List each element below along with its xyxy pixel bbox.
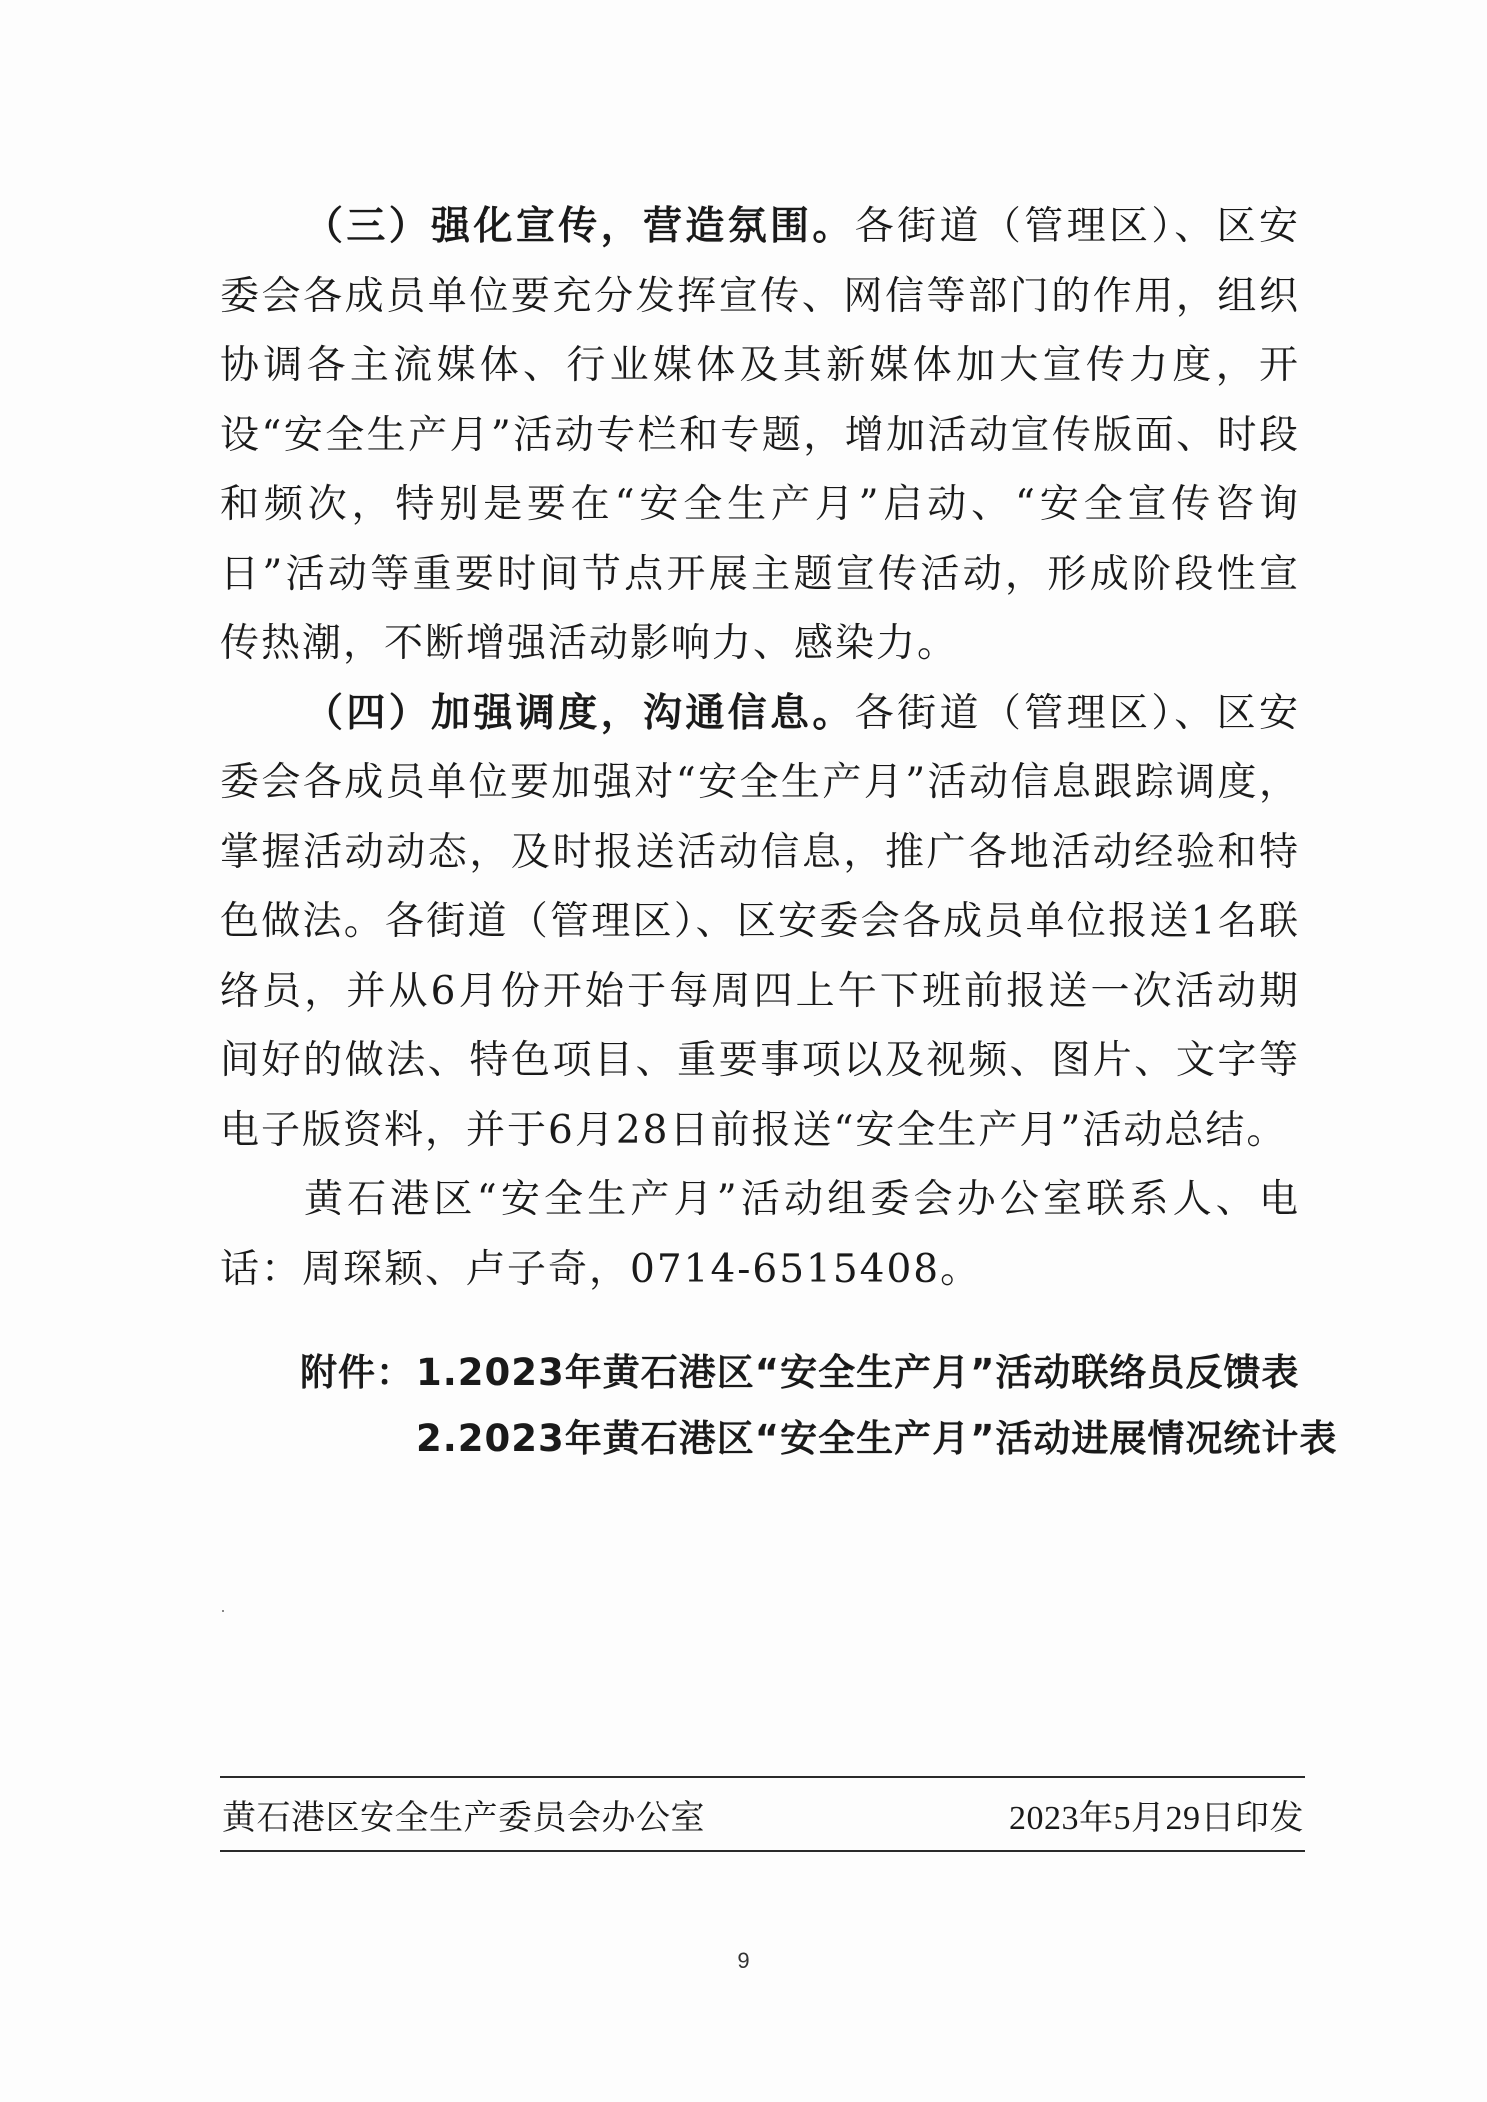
section-heading-publicity: （三）强化宣传，营造氛围。: [304, 204, 855, 249]
attachment-indent: [300, 1406, 416, 1472]
issuance-footer: [222, 1784, 1304, 1844]
attachment-title: 1.2023年黄石港区“安全生产月”活动联络员反馈表: [416, 1351, 1300, 1394]
attachment-item: [300, 1406, 1338, 1472]
section-heading-scheduling: （四）加强调度，沟通信息。: [304, 690, 855, 736]
paragraph-contact: [220, 1165, 1300, 1304]
body-text: [220, 192, 1300, 1304]
issuer-name: 黄石港区安全生产委员会办公室: [222, 1799, 705, 1837]
attachments-list: [300, 1340, 1338, 1472]
attachment-title: 2.2023年黄石港区“安全生产月”活动进展情况统计表: [416, 1417, 1338, 1460]
paragraph-text: 各街道（管理区）、区安委会各成员单位要加强对“安全生产月”活动信息跟踪调度，掌握活动动态，及时报送活动信息，推广各地活动经验和特色做法。各街道（管理区）、区安委会各成员单位报送1名联络员，并从6月份开始于每周四上午下班前报送一次活动期间好的做法、特色项目、重要事项以及视频、图片、文字等电子版资料，并于6月28日前报送“安全生产月”活动总结。: [220, 690, 1300, 1153]
paragraph-scheduling: [220, 679, 1300, 1166]
paragraph-text: 各街道（管理区）、区安委会各成员单位要充分发挥宣传、网信等部门的作用，组织协调各主流媒体、行业媒体及其新媒体加大宣传力度，开设“安全生产月”活动专栏和专题，增加活动宣传版面、时段和频次，特别是要在“安全生产月”启动、“安全宣传咨询日”活动等重要时间节点开展主题宣传活动，形成阶段性宣传热潮，不断增强活动影响力、感染力。: [220, 204, 1300, 666]
paragraph-publicity: [220, 192, 1300, 679]
page-number: 9: [737, 1948, 750, 1973]
paragraph-text: 黄石港区“安全生产月”活动组委会办公室联系人、电话：周琛颖、卢子奇，0714-6515408。: [220, 1177, 1300, 1292]
scan-speck: [222, 1610, 224, 1612]
attachment-item: [300, 1340, 1300, 1406]
footer-rule-top: [220, 1776, 1305, 1778]
footer-rule-bottom: [220, 1850, 1305, 1852]
attachments-label: 附件：: [300, 1351, 414, 1394]
issue-date: 2023年5月29日印发: [1009, 1799, 1304, 1837]
